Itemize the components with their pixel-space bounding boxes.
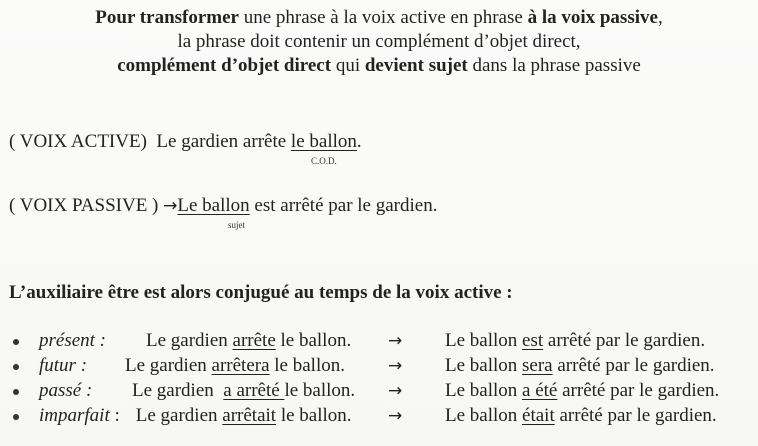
tense-label: futur : bbox=[39, 355, 88, 376]
auxiliary-underlined: était bbox=[522, 405, 555, 426]
cod-underlined: le ballon bbox=[290, 131, 357, 152]
example-label: ( VOIX ACTIVE) bbox=[9, 131, 147, 152]
sentence-text: arrêté par le gardien. bbox=[554, 405, 717, 426]
sentence-text: le ballon. bbox=[276, 405, 352, 426]
arrow-icon: → bbox=[388, 356, 403, 376]
passive-sentence bbox=[445, 330, 705, 352]
auxiliary-underlined: sera bbox=[522, 355, 553, 376]
active-sentence bbox=[146, 330, 351, 352]
cod-tag: C.O.D. bbox=[311, 156, 337, 166]
intro-text: une phrase à la voix active en phrase bbox=[238, 7, 528, 28]
verb-underlined: arrêtait bbox=[222, 405, 277, 426]
arrow-icon: → bbox=[388, 406, 403, 426]
active-sentence bbox=[131, 405, 352, 427]
arrow-icon: → bbox=[388, 381, 403, 401]
example-text: Le gardien arrête bbox=[156, 131, 291, 152]
intro-line-3 bbox=[0, 55, 758, 77]
sentence-text: Le ballon bbox=[445, 355, 523, 376]
verb-underlined: a arrêté bbox=[223, 380, 285, 401]
sentence-text: Le ballon bbox=[445, 380, 523, 401]
sentence-text: le ballon. bbox=[269, 355, 345, 376]
subject-underlined: Le ballon bbox=[177, 195, 250, 216]
sentence-text: Le ballon bbox=[445, 330, 523, 351]
conjugation-row bbox=[0, 380, 758, 402]
verb-underlined: arrête bbox=[232, 330, 276, 351]
sentence-text: le ballon. bbox=[275, 330, 352, 351]
tense-name: imparfait bbox=[39, 405, 110, 426]
tense-colon: : bbox=[109, 405, 120, 426]
tense-label: passé : bbox=[39, 380, 93, 401]
sentence-text: Le gardien bbox=[131, 405, 223, 426]
intro-text: dans la phrase passive bbox=[467, 55, 641, 76]
bullet-icon bbox=[13, 364, 19, 370]
bullet-icon bbox=[13, 389, 19, 395]
sentence-text: Le gardien bbox=[132, 380, 224, 401]
conjugation-heading: L’auxiliaire être est alors conjugué au temps de la voix active : bbox=[9, 282, 513, 303]
arrow-icon: → bbox=[163, 196, 178, 216]
sentence-text: Le gardien bbox=[125, 355, 212, 376]
auxiliary-underlined: est bbox=[522, 330, 544, 351]
bullet-icon bbox=[13, 414, 19, 420]
active-voice-example bbox=[9, 131, 362, 153]
intro-text: qui bbox=[331, 55, 365, 76]
sentence-text: arrêté par le gardien. bbox=[552, 355, 715, 376]
conjugation-row bbox=[0, 405, 758, 427]
passive-voice-example bbox=[9, 195, 437, 217]
sentence-text: le ballon. bbox=[284, 380, 356, 401]
example-label: ( VOIX PASSIVE ) bbox=[9, 195, 159, 216]
intro-text: , bbox=[657, 7, 663, 28]
bullet-icon bbox=[13, 339, 19, 345]
intro-bold-phrase: Pour transformer bbox=[95, 7, 239, 28]
passive-sentence bbox=[445, 380, 719, 402]
sentence-text: arrêté par le gardien. bbox=[543, 330, 706, 351]
passive-sentence bbox=[445, 405, 717, 427]
auxiliary-underlined: a été bbox=[522, 380, 558, 401]
example-text: est arrêté par le gardien. bbox=[249, 195, 438, 216]
subject-tag: sujet bbox=[228, 220, 245, 230]
passive-sentence bbox=[445, 355, 715, 377]
arrow-icon: → bbox=[388, 331, 403, 351]
intro-bold-phrase: à la voix passive bbox=[527, 7, 658, 28]
intro-line-1 bbox=[0, 7, 758, 29]
active-sentence bbox=[132, 380, 355, 402]
example-text: . bbox=[356, 131, 362, 152]
tense-label bbox=[39, 405, 120, 427]
intro-line-2: la phrase doit contenir un complément d’objet direct, bbox=[177, 31, 581, 52]
active-sentence bbox=[125, 355, 345, 377]
sentence-text: arrêté par le gardien. bbox=[557, 380, 720, 401]
intro-bold-phrase: devient sujet bbox=[364, 55, 468, 76]
conjugation-row bbox=[0, 330, 758, 352]
sentence-text: Le ballon bbox=[445, 405, 523, 426]
conjugation-row bbox=[0, 355, 758, 377]
sentence-text: Le gardien bbox=[146, 330, 233, 351]
tense-label: présent : bbox=[39, 330, 107, 351]
verb-underlined: arrêtera bbox=[211, 355, 270, 376]
intro-bold-phrase: complément d’objet direct bbox=[117, 55, 332, 76]
